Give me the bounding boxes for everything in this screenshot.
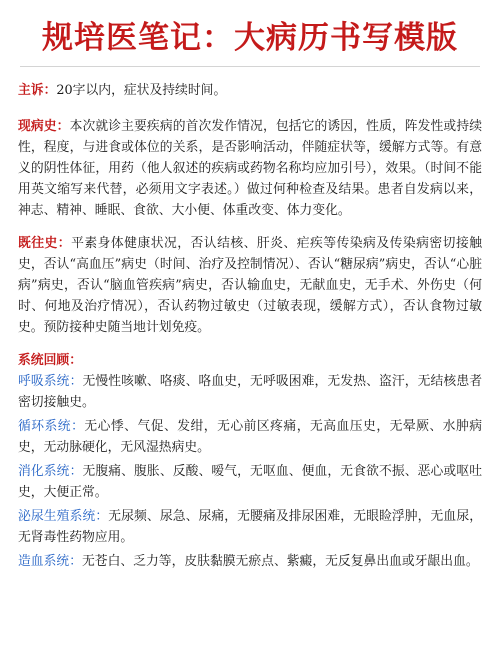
system-review-item: [18, 461, 482, 503]
present-illness-section: [18, 116, 482, 221]
system-text-urogenital: 无尿频、尿急、尿痛，无腰痛及排尿困难，无眼睑浮肿，无血尿，无肾毒性药物应用。: [18, 509, 483, 545]
system-review-item: [18, 371, 482, 413]
present-illness-text: 本次就诊主要疾病的首次发作情况，包括它的诱因，性质，阵发性或持续性，程度，与进食或体位的关系，是否影响活动，伴随症状等，缓解方式等。有意义的阴性体征，用药（他人叙述的疾病或药物名称均应加引号），效果。（时间不能用英文缩写来代替，必须用文字表述。）做过何种检查及结果。患者自发病以来，神志、精神、睡眠、食欲、大小便、体重改变、体力变化。: [18, 119, 483, 218]
system-text-digestive: 无腹痛、腹胀、反酸、嗳气，无呕血、便血，无食欲不振、恶心或呕吐史，大便正常。: [18, 464, 483, 500]
system-review-item: [18, 506, 482, 548]
system-name-circulatory: 循环系统：: [18, 419, 85, 434]
past-history-label: 既往史：: [18, 236, 72, 251]
system-review-item: [18, 551, 482, 572]
system-text-circulatory: 无心悸、气促、发绀，无心前区疼痛，无高血压史，无晕厥、水肿病史，无动脉硬化，无风湿热病史。: [18, 419, 483, 455]
system-review-section: [18, 350, 482, 572]
system-name-urogenital: 泌尿生殖系统：: [18, 509, 109, 524]
system-name-digestive: 消化系统：: [18, 464, 83, 479]
present-illness-label: 现病史：: [18, 119, 70, 134]
past-history-text: 平素身体健康状况，否认结核、肝炎、疟疾等传染病及传染病密切接触史，否认“高血压”病史（时间、治疗及控制情况）、否认“糖尿病”病史，否认“心脏病”病史，否认“脑血管疾病”病史，否认输血史，无献血史，无手术、外伤史（何时、何地及治疗情况），否认药物过敏史（过敏表现，缓解方式），否认食物过敏史。预防接种史随当地计划免疫。: [18, 236, 483, 335]
page-title: 规培医笔记：大病历书写模版: [42, 20, 458, 56]
past-history-section: [18, 233, 482, 338]
system-name-hematopoietic: 造血系统：: [18, 554, 82, 569]
chief-complaint-text: 20字以内，症状及持续时间。: [56, 83, 227, 98]
chief-complaint-section: [18, 80, 482, 101]
system-review-label: 系统回顾：: [18, 353, 82, 368]
system-name-respiratory: 呼吸系统：: [18, 374, 83, 389]
system-text-hematopoietic: 无苍白、乏力等，皮肤黏膜无瘀点、紫癜，无反复鼻出血或牙龈出血。: [81, 554, 479, 569]
title-divider: [20, 66, 480, 67]
chief-complaint-label: 主诉：: [18, 83, 57, 98]
system-review-item: [18, 416, 482, 458]
system-text-respiratory: 无慢性咳嗽、咯痰、咯血史，无呼吸困难，无发热、盗汗，无结核患者密切接触史。: [18, 374, 483, 410]
